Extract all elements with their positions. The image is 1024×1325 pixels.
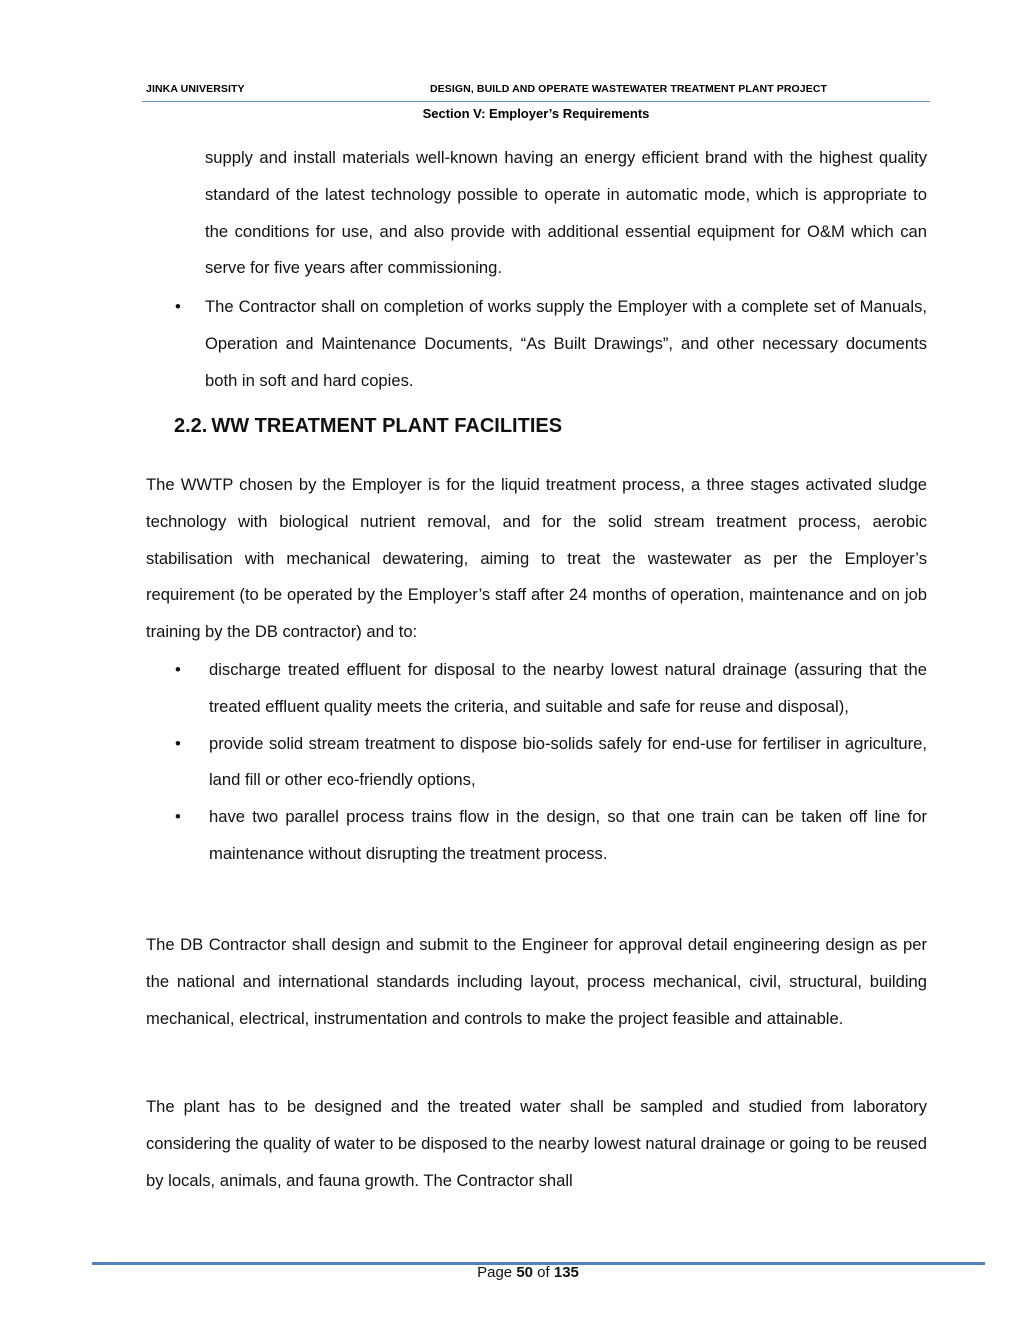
list-item	[175, 652, 927, 726]
body-paragraph-3: The plant has to be designed and the treated water shall be sampled and studied from laboratory considering the quality of water to be disposed to the nearby lowest natural drainage or going to be reused by locals, animals, and fauna growth. The Contractor shall	[146, 1097, 927, 1190]
section-number: 2.2.	[174, 415, 208, 437]
bullet-icon: •	[175, 660, 181, 679]
page-label: Page	[477, 1264, 513, 1281]
bullet-icon: •	[175, 733, 181, 753]
header-project-title: DESIGN, BUILD AND OPERATE WASTEWATER TREATMENT PLANT PROJECT	[430, 83, 828, 95]
body-paragraph-2: The DB Contractor shall design and submit to the Engineer for approval detail engineering design as per the national and international standards including layout, process mechanical, civil, structural, building mechanical, electrical, instrumentation and controls to make the project feasible and attainable.	[146, 935, 927, 1028]
list-item	[175, 726, 927, 800]
list-item-text: provide solid stream treatment to dispose bio-solids safely for end-use for fertiliser in agriculture, land fill or other eco-friendly options,	[209, 733, 927, 790]
list-item	[175, 289, 927, 399]
bullet-icon: •	[175, 297, 181, 316]
list-item-text: have two parallel process trains flow in the design, so that one train can be taken off line for maintenance without disrupting the treatment process.	[209, 807, 927, 863]
header-divider	[142, 101, 930, 102]
list-item-text: discharge treated effluent for disposal to the nearby lowest natural drainage (assuring that the treated effluent quality meets the criteria, and suitable and safe for reuse and disposal),	[209, 660, 927, 716]
requirements-bullet-list	[175, 652, 927, 873]
section-title: WW TREATMENT PLANT FACILITIES	[211, 415, 563, 437]
total-pages-number: 135	[553, 1264, 579, 1281]
of-label: of	[537, 1264, 550, 1281]
list-item-text: The Contractor shall on completion of works supply the Employer with a complete set of Manuals, Operation and Maintenance Documents, “As Built Drawings”, and other necessary documents both in soft and hard copies.	[205, 297, 927, 390]
intro-continuation-paragraph: supply and install materials well-known having an energy efficient brand with the highest quality standard of the latest technology possible to operate in automatic mode, which is appropriate to the conditions for use, and also provide with additional essential equipment for O&M which can serve for five years after commissioning.	[205, 148, 927, 278]
bullet-icon: •	[175, 807, 181, 827]
intro-bullet-list	[175, 289, 927, 399]
header-organization: JINKA UNIVERSITY	[146, 83, 245, 95]
body-paragraph-1: The WWTP chosen by the Employer is for the liquid treatment process, a three stages activated sludge technology with biological nutrient removal, and for the solid stream treatment process, aerobic stabilisation with mechanical dewatering, aiming to treat the wastewater as per the Employer’s requirement (to be operated by the Employer’s staff after 24 months of operation, maintenance and on job training by the DB contractor) and to:	[146, 475, 927, 642]
current-page-number: 50	[516, 1264, 533, 1281]
page-number	[0, 1264, 1024, 1281]
header-section-title: Section V: Employer’s Requirements	[422, 106, 650, 121]
section-heading	[174, 415, 562, 438]
list-item	[175, 799, 927, 873]
